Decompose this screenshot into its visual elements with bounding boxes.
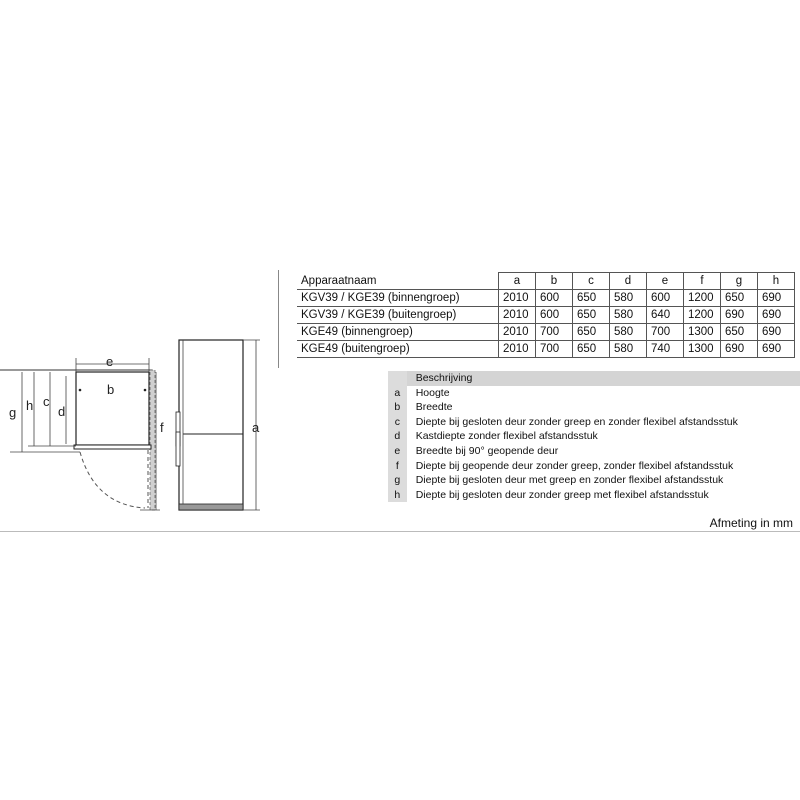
list-item (388, 415, 800, 430)
description-letter: d (388, 429, 407, 444)
unit-note: Afmeting in mm (709, 516, 793, 530)
description-text: Diepte bij gesloten deur zonder greep en zonder flexibel afstandsstuk (407, 415, 800, 430)
corner-dot-right (144, 389, 147, 392)
value-c: 650 (573, 341, 610, 358)
table-row (297, 307, 795, 324)
value-c: 650 (573, 324, 610, 341)
fridge-side-view (179, 340, 243, 510)
value-e: 740 (647, 341, 684, 358)
table-row (297, 341, 795, 358)
list-item (388, 429, 800, 444)
description-letter-header (388, 371, 407, 386)
value-d: 580 (610, 324, 647, 341)
value-f: 1300 (684, 324, 721, 341)
dim-label-h: h (26, 398, 34, 413)
description-letter: e (388, 444, 407, 459)
list-item (388, 488, 800, 503)
value-g: 650 (721, 290, 758, 307)
value-h: 690 (758, 307, 795, 324)
handle-lower (176, 432, 180, 466)
door-swing-arc (80, 452, 145, 508)
value-g: 690 (721, 307, 758, 324)
description-text: Diepte bij gesloten deur met greep en zonder flexibel afstandsstuk (407, 473, 800, 488)
value-e: 600 (647, 290, 684, 307)
value-a: 2010 (499, 341, 536, 358)
model-name: KGE49 (buitengroep) (297, 341, 499, 358)
description-header-row (388, 371, 800, 386)
list-item (388, 444, 800, 459)
spec-col-a: a (499, 273, 536, 290)
corner-dot-left (79, 389, 82, 392)
value-b: 700 (536, 324, 573, 341)
description-letter: b (388, 400, 407, 415)
description-letter: f (388, 459, 407, 474)
value-a: 2010 (499, 307, 536, 324)
spec-col-c: c (573, 273, 610, 290)
dim-label-d: d (58, 404, 66, 419)
fridge-plinth (179, 504, 243, 510)
value-c: 650 (573, 290, 610, 307)
description-letter: h (388, 488, 407, 503)
value-g: 650 (721, 324, 758, 341)
dim-label-e-top: e (106, 354, 114, 369)
value-d: 580 (610, 290, 647, 307)
table-left-rule (278, 270, 279, 368)
table-row (297, 324, 795, 341)
value-d: 580 (610, 307, 647, 324)
value-b: 600 (536, 290, 573, 307)
value-f: 1200 (684, 307, 721, 324)
description-header: Beschrijving (407, 371, 800, 386)
value-a: 2010 (499, 324, 536, 341)
wall-hatch (150, 370, 155, 510)
dim-label-f: f (160, 420, 164, 435)
value-h: 690 (758, 341, 795, 358)
list-item (388, 459, 800, 474)
list-item (388, 386, 800, 401)
value-g: 690 (721, 341, 758, 358)
value-e: 640 (647, 307, 684, 324)
description-text: Kastdiepte zonder flexibel afstandsstuk (407, 429, 800, 444)
description-text: Breedte bij 90° geopende deur (407, 444, 800, 459)
description-text: Breedte (407, 400, 800, 415)
bottom-rule (0, 531, 800, 532)
table-row (297, 290, 795, 307)
description-text: Hoogte (407, 386, 800, 401)
model-name: KGV39 / KGE39 (buitengroep) (297, 307, 499, 324)
value-e: 700 (647, 324, 684, 341)
description-text: Diepte bij gesloten deur zonder greep met flexibel afstandsstuk (407, 488, 800, 503)
description-table (388, 371, 800, 502)
value-a: 2010 (499, 290, 536, 307)
description-letter: g (388, 473, 407, 488)
value-f: 1200 (684, 290, 721, 307)
spec-header-row (297, 273, 795, 290)
spec-name-header: Apparaatnaam (297, 273, 499, 290)
spec-col-g: g (721, 273, 758, 290)
value-h: 690 (758, 290, 795, 307)
description-letter: a (388, 386, 407, 401)
spec-col-e: e (647, 273, 684, 290)
spec-col-d: d (610, 273, 647, 290)
dim-label-b: b (107, 382, 115, 397)
description-letter: c (388, 415, 407, 430)
dim-label-a: a (252, 420, 260, 435)
list-item (388, 400, 800, 415)
value-b: 600 (536, 307, 573, 324)
dim-label-c: c (43, 394, 50, 409)
description-text: Diepte bij geopende deur zonder greep, zonder flexibel afstandsstuk (407, 459, 800, 474)
value-h: 690 (758, 324, 795, 341)
door-edge (74, 445, 151, 449)
value-b: 700 (536, 341, 573, 358)
value-c: 650 (573, 307, 610, 324)
value-f: 1300 (684, 341, 721, 358)
spec-table (297, 272, 795, 358)
spec-col-b: b (536, 273, 573, 290)
list-item (388, 473, 800, 488)
spec-col-h: h (758, 273, 795, 290)
model-name: KGE49 (binnengroep) (297, 324, 499, 341)
model-name: KGV39 / KGE39 (binnengroep) (297, 290, 499, 307)
dim-label-g: g (9, 405, 17, 420)
value-d: 580 (610, 341, 647, 358)
spec-col-f: f (684, 273, 721, 290)
